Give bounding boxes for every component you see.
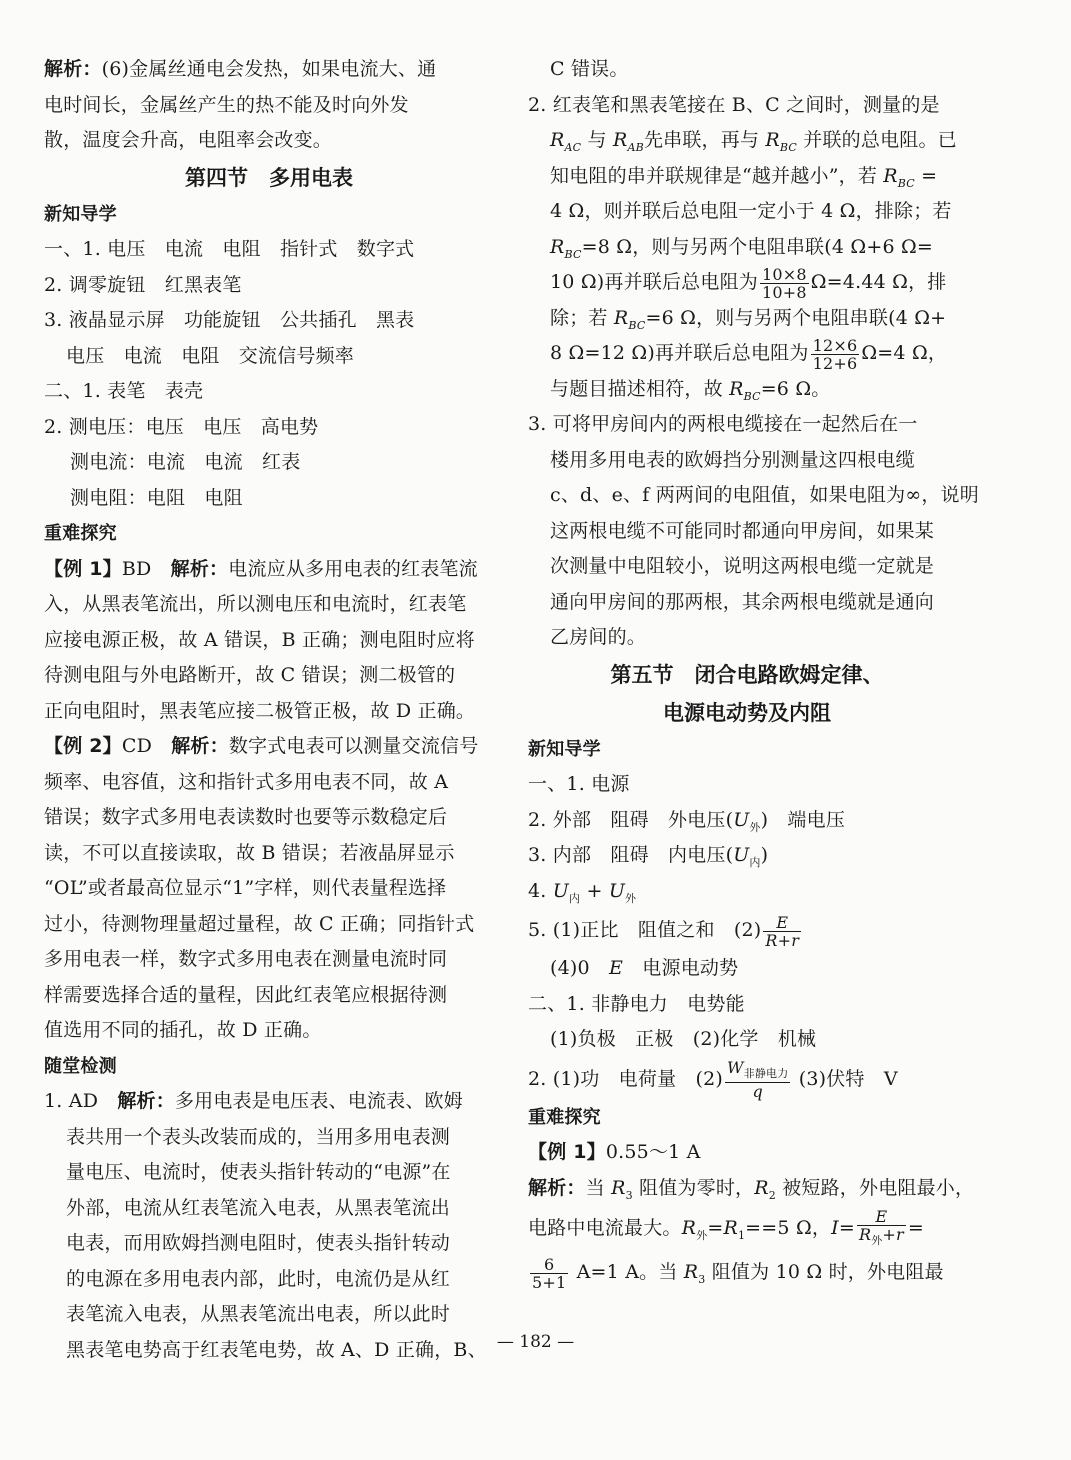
sub: BC [779, 140, 798, 154]
text: 3. 内部 阻碍 内电压( [528, 844, 734, 866]
quiz-line: 表笔流入电表，从黑表笔流出电表，所以此时 [66, 1303, 451, 1325]
var: R [883, 164, 898, 187]
op: = [914, 164, 938, 187]
sub: 外 [871, 1234, 883, 1248]
fraction [857, 1208, 906, 1249]
fraction [760, 266, 809, 301]
answer-line: 乙房间的。 [550, 626, 647, 648]
answer-line [528, 301, 966, 337]
text: ) 端电压 [760, 808, 846, 831]
denominator: 5+1 [532, 1272, 567, 1292]
var: R [550, 129, 565, 151]
answer-line [528, 874, 966, 910]
sub: 内 [569, 891, 581, 905]
answer-line: c、d、e、f 两两间的电阻值，如果电阻为∞，说明 [550, 484, 979, 506]
text: 先串联，再与 [643, 129, 760, 151]
answer-line [528, 838, 966, 874]
text: =8 Ω，则与另两个电阻串联(4 Ω+6 Ω= [581, 235, 934, 258]
sub: BC [743, 389, 761, 403]
analysis-label: 解析： [170, 557, 229, 580]
var: R [723, 1217, 738, 1239]
text: 知电阻的串并联规律是“越并越小”，若 [550, 164, 878, 187]
answer-line [528, 909, 966, 951]
analysis-label: 解析： [44, 58, 102, 80]
analysis-label: 解析： [117, 1090, 175, 1112]
example-line [44, 729, 494, 765]
text: ) [760, 844, 769, 866]
var: I [831, 1217, 839, 1239]
sub: 外 [749, 820, 761, 834]
op: = [907, 1217, 924, 1239]
text: 2. 外部 阻碍 外电压( [528, 808, 734, 831]
text: 电源电动势 [623, 957, 739, 979]
answer-line: 楼用多用电表的欧姆挡分别测量这四根电缆 [550, 448, 915, 471]
section-title: 第四节 多用电表 [185, 165, 353, 190]
analysis-label: 解析： [528, 1176, 586, 1199]
example-label: 【例 1】 [44, 557, 122, 580]
example-line: 多用电表一样，数字式多用电表在测量电流时同 [44, 948, 448, 970]
example-line [528, 1135, 966, 1171]
example-label: 【例 2】 [44, 735, 122, 757]
quiz-line [44, 1084, 494, 1120]
answer-line [528, 1058, 966, 1100]
intro-line [44, 52, 494, 88]
example-answer: 0.55～1 A [605, 1141, 701, 1163]
sub: AC [564, 140, 582, 154]
var: U [552, 879, 569, 902]
example-line: 待测电阻与外电路断开，故 C 错误；测二极管的 [44, 664, 456, 686]
sub: 3 [698, 1272, 706, 1286]
text: (6)金属丝通电会发热，如果电流大、通 [101, 58, 437, 80]
text: 2. (1)功 电荷量 (2) [528, 1067, 723, 1090]
text: =5 Ω， [761, 1217, 832, 1239]
text: 5. (1)正比 阻值之和 (2) [528, 919, 762, 941]
text: 4. [528, 879, 553, 902]
answer-line [528, 336, 966, 372]
example-line: 应接电源正极，故 A 错误，B 正确；测电阻时应将 [44, 628, 475, 651]
heading-quiz: 随堂检测 [44, 1055, 117, 1077]
text: 与题目描述相符，故 [550, 377, 723, 400]
var: R [858, 1225, 872, 1245]
answer-line: 电压 电流 电阻 交流信号频率 [66, 344, 355, 367]
var: U [733, 844, 750, 866]
op: = [745, 1217, 762, 1239]
sub: 外 [625, 891, 637, 905]
quiz-line: 电表，而用欧姆挡测电阻时，使表头指针转动 [66, 1232, 451, 1254]
var: R [765, 930, 778, 950]
text: 阻值为 10 Ω 时，外电阻最 [711, 1261, 944, 1283]
var: U [608, 879, 626, 902]
quiz-line: 量电压、电流时，使表头指针转动的“电源”在 [66, 1161, 451, 1183]
sub: BC [564, 247, 582, 261]
var: R [613, 306, 629, 329]
example-line: 读，不可以直接读取，故 B 错误；若液晶屏显示 [44, 841, 455, 864]
text: 电流应从多用电表的红表笔流 [228, 557, 478, 580]
page-number: — 182 — [496, 1332, 575, 1352]
sub: 内 [749, 855, 761, 869]
var: R [683, 1261, 699, 1283]
var: E [609, 957, 624, 979]
denominator: $R_外+r$ [858, 1225, 904, 1248]
fraction [763, 914, 801, 949]
sub: AB [627, 140, 644, 154]
sub: 1 [737, 1228, 746, 1242]
text: 多用电表是电压表、电流表、欧姆 [174, 1090, 463, 1112]
fraction [530, 1256, 568, 1291]
var: U [733, 808, 750, 831]
answer-line [528, 230, 966, 266]
answer-line: 一、1. 电源 [528, 773, 630, 795]
example-label: 【例 1】 [528, 1141, 606, 1163]
example-line: 值选用不同的插孔，故 D 正确。 [44, 1019, 322, 1041]
var: r [896, 1225, 904, 1245]
answer-line: 测电阻：电阻 电阻 [70, 486, 243, 509]
answer-line [528, 265, 966, 301]
heading-key-explore: 重难探究 [44, 523, 117, 544]
answer-line: 3. 可将甲房间内的两根电缆接在一起然后在一 [528, 413, 918, 435]
text: 阻值为零时， [639, 1176, 755, 1199]
numerator [857, 1208, 906, 1226]
heading-new-knowledge: 新知导学 [528, 738, 601, 760]
text: A=1 A。当 [576, 1261, 678, 1283]
sub: 2 [768, 1188, 776, 1202]
example-line: 过小，待测物理量超过量程，故 C 正确；同指针式 [44, 912, 475, 935]
text: 并联的总电阻。已 [803, 129, 957, 151]
text: 电路中电流最大。 [528, 1217, 682, 1239]
example-line: 入，从黑表笔流出，所以测电压和电流时，红表笔 [44, 593, 467, 615]
var: R [612, 129, 628, 151]
var: r [791, 930, 800, 950]
var: q [752, 1082, 763, 1102]
answer-line: 2. 测电压：电压 电压 高电势 [44, 415, 319, 438]
text: 数字式电表可以测量交流信号 [228, 735, 479, 757]
op: = [838, 1217, 855, 1239]
var: R [754, 1176, 769, 1199]
section-title: 电源电动势及内阻 [663, 700, 831, 725]
text: 与 [587, 129, 607, 151]
heading-key-explore: 重难探究 [528, 1106, 601, 1128]
text: (3)伏特 V [798, 1067, 898, 1090]
quiz-line: 黑表笔电势高于红表笔电势，故 A、D 正确，B、 [66, 1338, 487, 1361]
quiz-number: 1. AD [44, 1090, 99, 1112]
example-line [44, 552, 494, 588]
var: E [776, 912, 789, 932]
var: R [729, 377, 744, 400]
text: =6 Ω，则与另两个电阻串联(4 Ω+ [645, 306, 947, 329]
op: + [580, 879, 609, 902]
text: 被短路，外电阻最小， [782, 1176, 975, 1199]
numerator: 6 [530, 1256, 568, 1274]
example-line: “OL”或者最高位显示“1”字样，则代表量程选择 [44, 877, 447, 899]
sub: 非静电力 [743, 1067, 789, 1081]
var: E [875, 1207, 888, 1227]
text: 10 Ω)再并联后总电阻为 [550, 271, 758, 293]
fraction [725, 1059, 790, 1100]
text: 8 Ω=12 Ω)再并联后总电阻为 [550, 342, 809, 364]
intro-line: 电时间长，金属丝产生的热不能及时向外发 [44, 93, 409, 116]
var: R [765, 129, 780, 151]
answer-line: C 错误。 [550, 58, 629, 80]
text: 除；若 [550, 306, 608, 329]
example-answer: BD [121, 557, 152, 580]
answer-line [528, 123, 966, 159]
example-line: 频率、电容值，这和指针式多用电表不同，故 A [44, 770, 449, 793]
denominator: 10+8 [761, 282, 807, 302]
denominator: R+r [765, 930, 800, 950]
op: = [707, 1217, 724, 1239]
sub: BC [628, 318, 646, 332]
answer-line: 这两根电缆不可能同时都通向甲房间，如果某 [550, 519, 935, 542]
section-title: 第五节 闭合电路欧姆定律、 [610, 662, 884, 687]
numerator [763, 914, 801, 932]
answer-line: 3. 液晶显示屏 功能旋钮 公共插孔 黑表 [44, 309, 415, 331]
quiz-line: 外部，电流从红表笔流入电表，从黑表笔流出 [66, 1196, 451, 1219]
quiz-line: 的电源在多用电表内部，此时，电流仍是从红 [66, 1267, 451, 1290]
quiz-line: 表共用一个表头改装而成的，当用多用电表测 [66, 1125, 451, 1148]
answer-line: 二、1. 表笔 表壳 [44, 380, 204, 402]
answer-line: 2. 调零旋钮 红黑表笔 [44, 273, 242, 296]
answer-line: 通向甲房间的那两根，其余两根电缆就是通向 [550, 590, 935, 613]
answer-line: (1)负极 正极 (2)化学 机械 [550, 1028, 817, 1050]
answer-line: 二、1. 非静电力 电势能 [528, 992, 745, 1015]
fraction [811, 337, 860, 372]
var: R [681, 1217, 697, 1239]
numerator: 12×6 [812, 335, 858, 355]
answer-line [528, 951, 966, 987]
numerator: 10×8 [761, 264, 807, 284]
example-line: 样需要选择合适的量程，因此红表笔应根据待测 [44, 983, 448, 1006]
left-column [44, 52, 494, 1368]
sub: BC [897, 176, 915, 190]
text: Ω=4 Ω， [861, 342, 948, 364]
heading-new-knowledge: 新知导学 [44, 203, 117, 225]
text: (4)0 [550, 957, 610, 979]
example-line: 错误；数字式多用电表读数时也要等示数稳定后 [44, 806, 448, 828]
answer-line [528, 803, 966, 839]
text: Ω=4.44 Ω，排 [810, 271, 947, 293]
answer-line: 测电流：电流 电流 红表 [70, 451, 301, 473]
answer-line [528, 372, 966, 408]
denominator [725, 1083, 790, 1100]
var: W [727, 1057, 744, 1077]
intro-line: 散，温度会升高，电阻率会改变。 [44, 129, 333, 151]
sub: 外 [696, 1228, 708, 1242]
answer-line: 4 Ω，则并联后总电阻一定小于 4 Ω，排除；若 [550, 200, 952, 222]
answer-line: 2. 红表笔和黑表笔接在 B、C 之间时，测量的是 [528, 93, 940, 116]
example-answer: CD [121, 735, 153, 757]
text: =6 Ω。 [760, 377, 831, 400]
answer-line: 次测量中电阻较小，说明这两根电缆一定就是 [550, 555, 935, 577]
var: R [550, 235, 565, 258]
example-line: 正向电阻时，黑表笔应接二极管正极，故 D 正确。 [44, 699, 476, 722]
example-line: 解析：当 $R_3$ 阻值为零时，$R_2$ 被短路，外电阻最小， [528, 1176, 975, 1202]
var: R [611, 1176, 626, 1199]
answer-line [528, 159, 966, 195]
example-line [528, 1250, 966, 1294]
example-line [528, 1206, 966, 1250]
numerator [725, 1059, 790, 1083]
analysis-label: 解析： [171, 735, 229, 757]
right-column [528, 52, 979, 1294]
answer-line: 一、1. 电压 电流 电阻 指针式 数字式 [44, 238, 415, 260]
denominator: 12+6 [812, 353, 858, 373]
sub: 3 [625, 1188, 633, 1202]
